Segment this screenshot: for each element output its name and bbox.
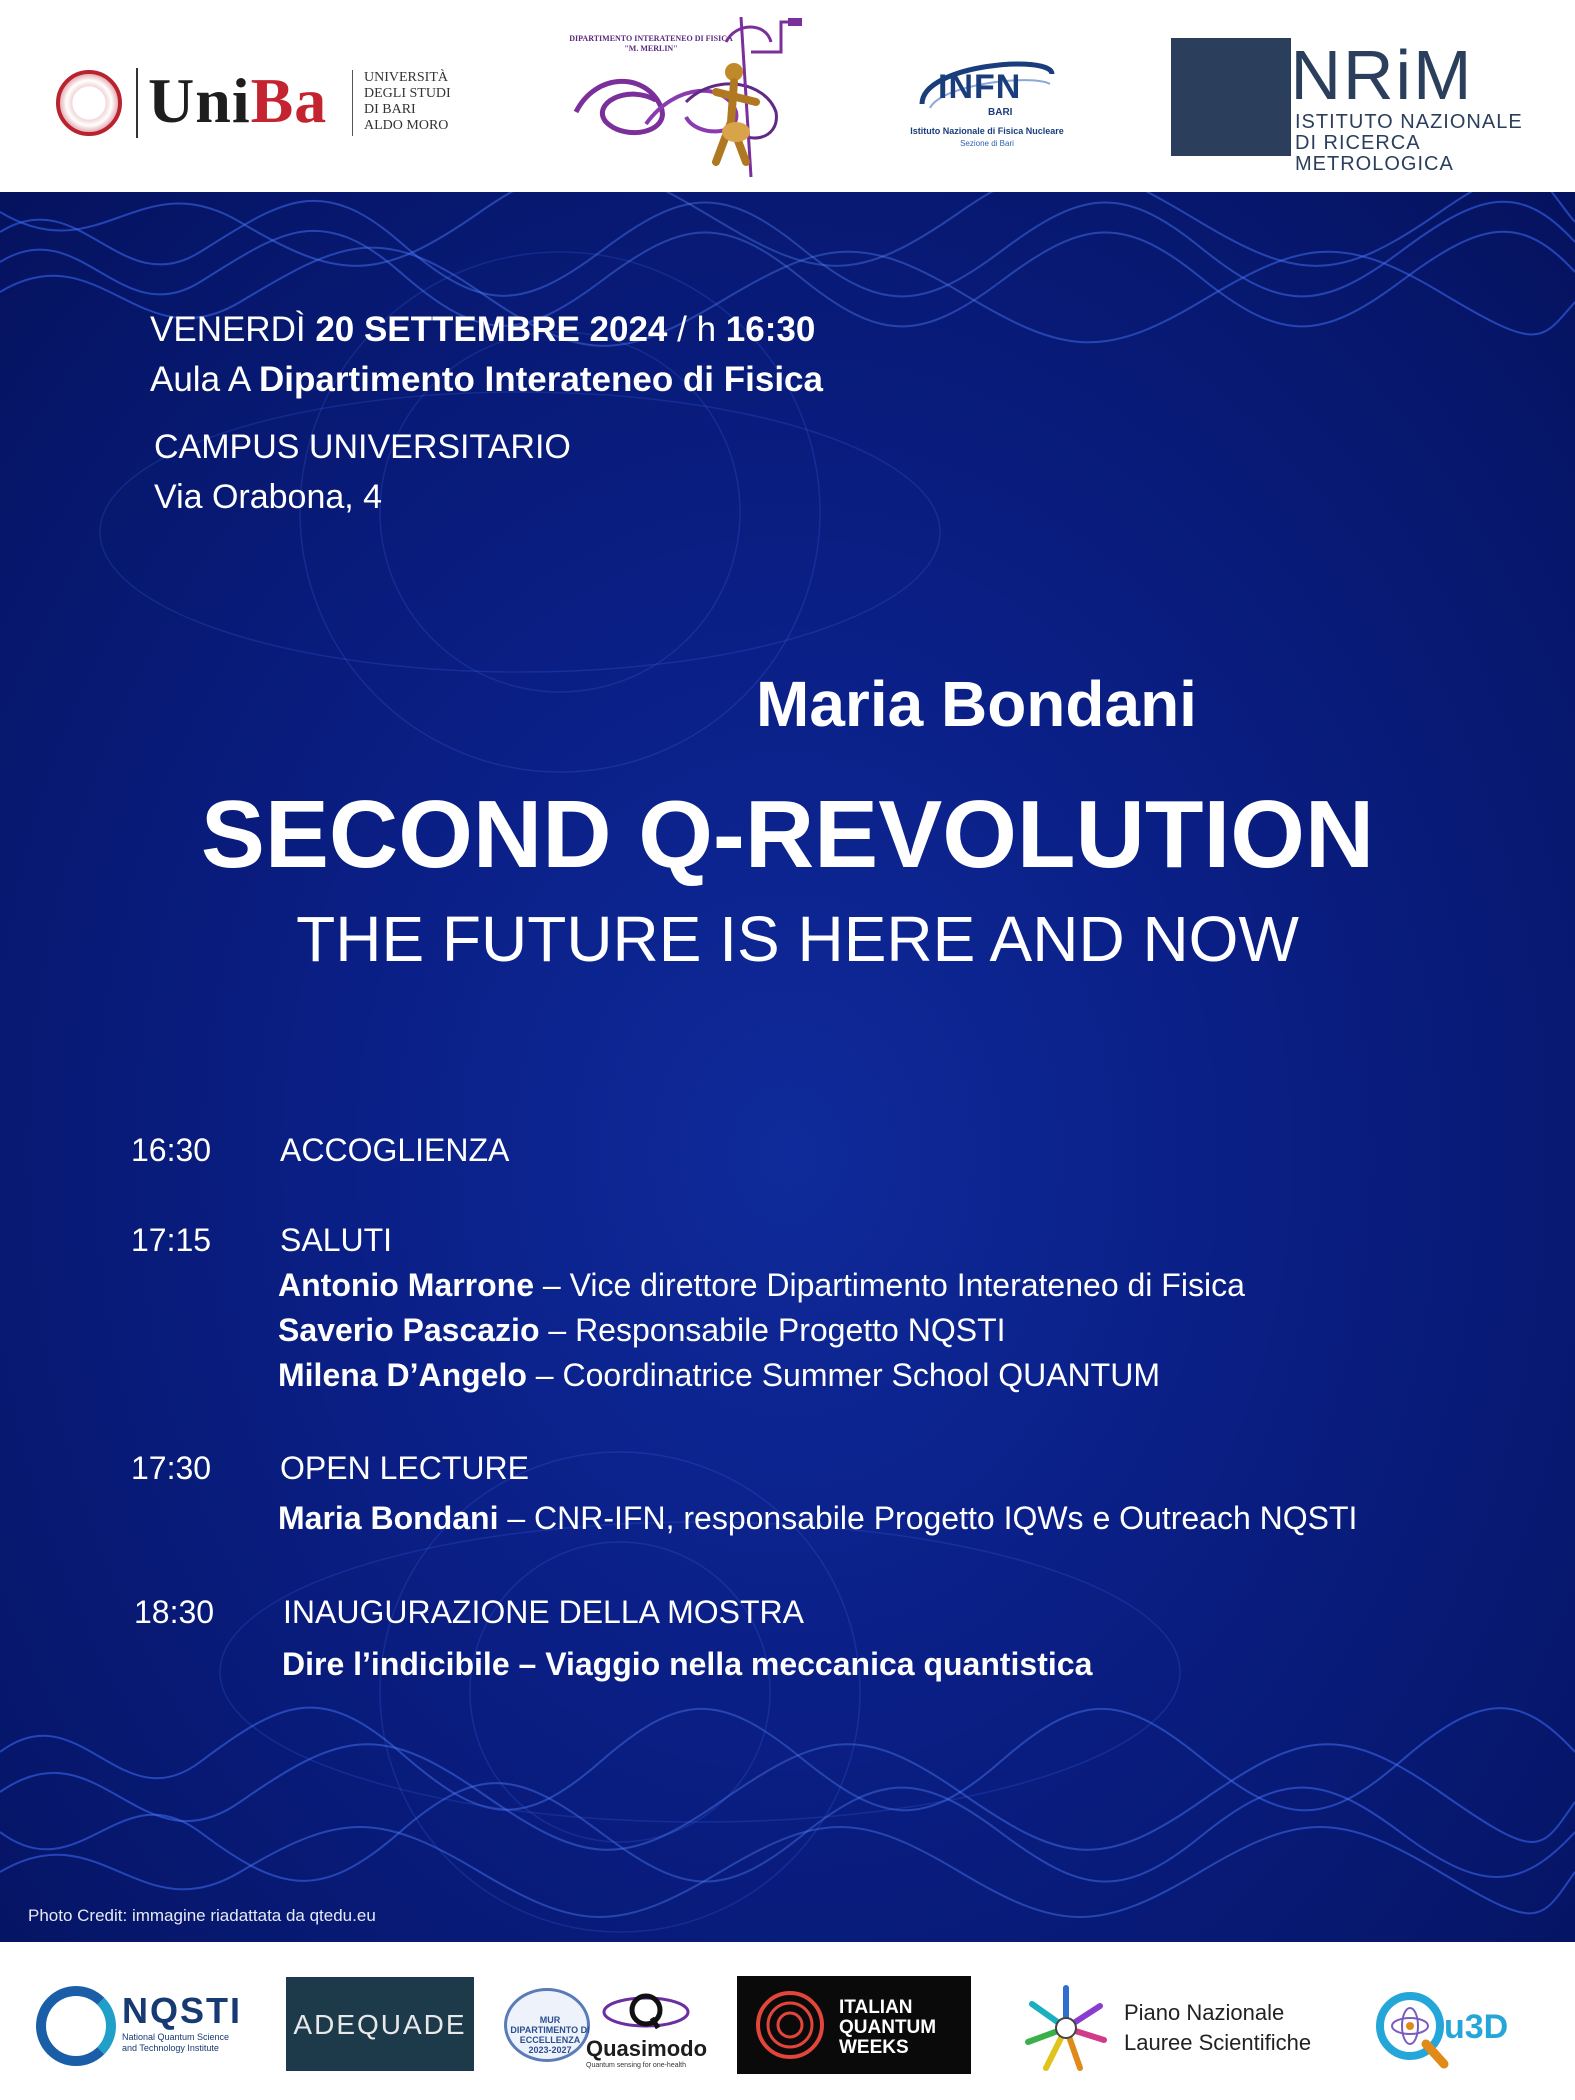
event-date: VENERDÌ 20 SETTEMBRE 2024 / h 16:30	[150, 310, 816, 349]
program-person: Milena D’Angelo – Coordinatrice Summer School QUANTUM	[278, 1357, 1160, 1393]
qu3d-wordmark: u3D	[1444, 2008, 1509, 2046]
pls-line2: Lauree Scientifiche	[1124, 2030, 1312, 2055]
header-logos	[0, 0, 1575, 192]
dipartimento-fisica-title: DIPARTIMENTO INTERATENEO DI FISICA "M. MERLIN"	[569, 34, 733, 53]
nqsti-q-icon	[36, 1986, 116, 2066]
quasimodo-orbit-icon	[600, 1988, 692, 2032]
event-venue: Aula A Dipartimento Interateneo di Fisica	[150, 360, 823, 399]
nqsti-logo	[36, 1986, 256, 2076]
iqw-wordmark: ITALIAN QUANTUM WEEKS	[839, 1997, 937, 2058]
event-campus: CAMPUS UNIVERSITARIO	[154, 428, 571, 466]
qu3d-q-icon	[1372, 1978, 1452, 2078]
program-exhibit: Dire l’indicibile – Viaggio nella meccanica quantistica	[282, 1646, 1093, 1682]
program-label: SALUTI	[280, 1222, 393, 1258]
infn-full-name: Istituto Nazionale di Fisica Nucleare	[910, 126, 1064, 136]
infn-wordmark: INFN	[938, 68, 1022, 106]
program-person: Saverio Pascazio – Responsabile Progetto NQSTI	[278, 1312, 1006, 1348]
pls-line1: Piano Nazionale	[1124, 2000, 1285, 2025]
divider	[352, 70, 353, 136]
program-time: 16:30	[131, 1132, 212, 1168]
uniba-subtitle: UNIVERSITÀ DEGLI STUDI DI BARI ALDO MORO	[364, 70, 451, 133]
quasimodo-wordmark: Quasimodo	[586, 2036, 708, 2061]
inrim-subtitle: ISTITUTO NAZIONALE DI RICERCA METROLOGICA	[1295, 111, 1523, 175]
uniba-logo	[56, 62, 456, 142]
dipartimento-fisica-logo	[566, 12, 806, 188]
inrim-wordmark: INRiM	[1269, 36, 1474, 114]
event-address: Via Orabona, 4	[154, 478, 383, 516]
photo-credit: Photo Credit: immagine riadattata da qtedu.eu	[28, 1906, 376, 1925]
nqsti-subtitle: National Quantum Science and Technology Institute	[122, 2032, 230, 2053]
quasimodo-tagline: Quantum sensing for one-health	[586, 2062, 687, 2069]
pls-logo	[1016, 1980, 1346, 2076]
nqsti-wordmark: NQSTI	[122, 1990, 243, 2031]
adequade-logo	[286, 1977, 474, 2071]
speaker-name: Maria Bondani	[756, 668, 1197, 740]
infn-city: BARI	[988, 107, 1013, 118]
infn-logo	[902, 54, 1072, 154]
italian-quantum-weeks-logo	[737, 1976, 971, 2074]
pls-atom-icon	[1016, 1980, 1116, 2076]
program-person: Maria Bondani – CNR-IFN, responsabile Progetto IQWs e Outreach NQSTI	[278, 1500, 1358, 1536]
footer-logos	[0, 1942, 1575, 2100]
eccellenza-badge-icon	[504, 1988, 590, 2062]
poster-body	[0, 192, 1575, 1942]
program-time: 18:30	[134, 1594, 215, 1630]
infn-section: Sezione di Bari	[960, 139, 1014, 148]
program-time: 17:15	[131, 1222, 212, 1258]
program-label: OPEN LECTURE	[280, 1450, 529, 1486]
uniba-seal-icon	[56, 70, 122, 136]
iqw-rings-icon	[745, 1976, 835, 2074]
program-label: ACCOGLIENZA	[280, 1132, 510, 1168]
divider	[136, 68, 138, 138]
qu3d-logo	[1372, 1978, 1542, 2078]
lecture-subtitle: THE FUTURE IS HERE AND NOW	[296, 903, 1299, 975]
uniba-wordmark: UniBa	[148, 65, 328, 136]
lecture-title: SECOND Q-REVOLUTION	[200, 781, 1375, 888]
quasimodo-logo	[504, 1982, 714, 2072]
program-time: 17:30	[131, 1450, 212, 1486]
adequade-wordmark: ADEQUADE	[293, 2009, 467, 2040]
program-label: INAUGURAZIONE DELLA MOSTRA	[283, 1594, 804, 1630]
eccellenza-badge-text: MUR DIPARTIMENTO DI ECCELLENZA 2023-2027	[510, 2015, 590, 2055]
program-person: Antonio Marrone – Vice direttore Dipartimento Interateneo di Fisica	[278, 1267, 1245, 1303]
dipartimento-fisica-emblem-icon	[566, 12, 806, 188]
inrim-logo	[1171, 36, 1531, 175]
